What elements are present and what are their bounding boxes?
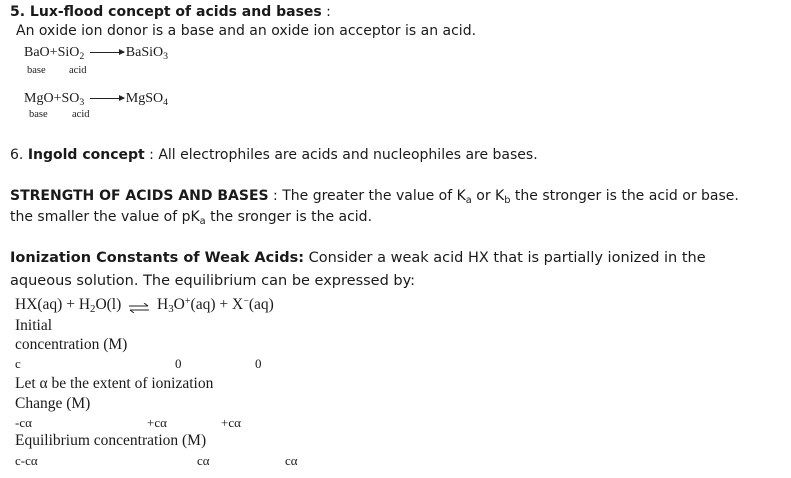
label-concentration: concentration (M) <box>15 336 128 353</box>
initial-zero-2: 0 <box>255 356 262 371</box>
ionization-line-2: aqueous solution. The equilibrium can be expressed by: <box>10 273 416 289</box>
equil-calpha-2: cα <box>285 453 298 468</box>
equilibrium-arrow-icon <box>128 300 150 310</box>
reaction-arrow-icon <box>90 52 124 53</box>
label-equilibrium-concentration: Equilibrium concentration (M) <box>15 432 207 449</box>
change-minus-calpha: -cα <box>15 415 32 430</box>
equil-calpha-1: cα <box>197 453 210 468</box>
strength-line-2: the smaller the value of $pK_a$ the sronger is the acid. <box>10 209 373 227</box>
reaction-mgO-sO3: $MgO+SO_3$ MgSO$_4$ <box>24 91 169 108</box>
section-5-heading: 5. Lux-flood concept of acids and bases : <box>10 4 331 20</box>
label-let-alpha: Let α be the extent of ionization <box>15 375 214 392</box>
label-base: base <box>29 109 48 120</box>
reaction-arrow-icon <box>90 98 124 99</box>
initial-c: c <box>15 356 21 371</box>
strength-line-1: STRENGTH OF ACIDS AND BASES : The greater the value of $K_a$ or $K_b$ the stronger is the acid or base. <box>10 188 739 206</box>
label-acid: acid <box>72 109 90 120</box>
label-change: Change (M) <box>15 395 91 412</box>
label-base: base <box>27 65 46 76</box>
label-acid: acid <box>69 65 87 76</box>
reaction-baO-siO2: BaO+SiO$_2$ BaSiO$_3$ <box>24 45 169 62</box>
ionization-heading-line: Ionization Constants of Weak Acids: Consider a weak acid HX that is partially ionized in the <box>10 250 706 266</box>
change-plus-calpha-1: +cα <box>147 415 167 430</box>
equilibrium-equation: $HX(aq) + H_2O(l) H_3O^+(aq) + X^-(aq)$ <box>15 296 274 315</box>
section-6-ingold: 6. Ingold concept : All electrophiles are acids and nucleophiles are bases. <box>10 147 538 163</box>
change-plus-calpha-2: +cα <box>221 415 241 430</box>
label-initial: Initial <box>15 317 53 334</box>
equil-c-minus-calpha: c-cα <box>15 453 38 468</box>
section-5-description: An oxide ion donor is a base and an oxide ion acceptor is an acid. <box>16 23 477 39</box>
initial-zero-1: 0 <box>175 356 182 371</box>
